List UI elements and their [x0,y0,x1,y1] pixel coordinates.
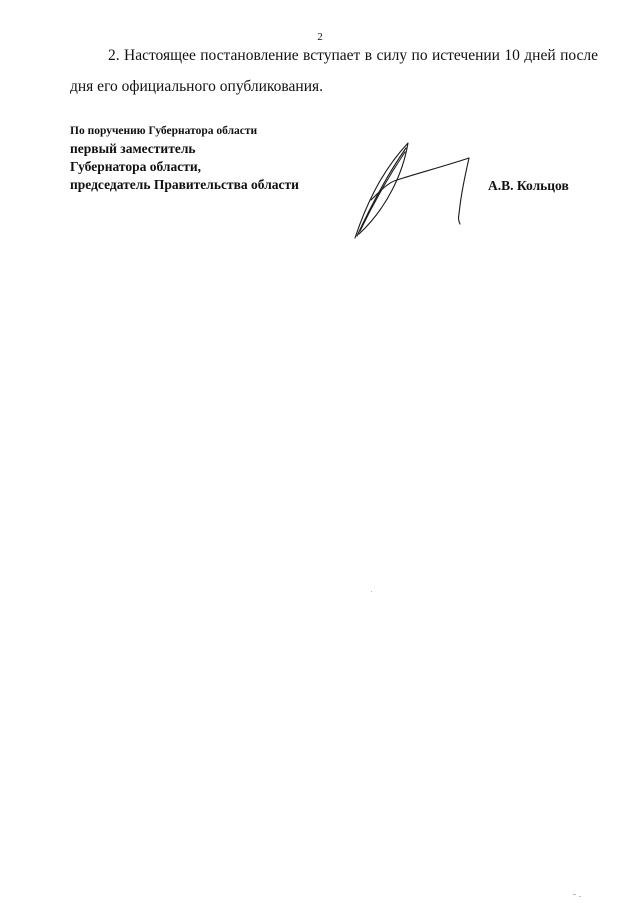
signature-instruction: По поручению Губернатора области [70,125,258,137]
signer-title-line-1: первый заместитель [70,141,196,156]
signer-title-line-3: председатель Правительства области [70,177,299,192]
signer-name: А.В. Кольцов [488,178,569,193]
paragraph-line-1: 2. Настоящее постановление вступает в силу по истечении 10 дней после [108,47,598,64]
scan-speck [573,894,576,895]
page-number: 2 [317,31,323,43]
body-paragraph [70,40,598,102]
paragraph-line-2: дня его официального опубликования. [70,78,324,95]
handwritten-signature-icon [345,138,485,248]
signature-block [70,124,299,194]
scan-speck [579,896,581,897]
scan-speck [371,591,372,592]
signer-title-line-2: Губернатора области, [70,159,201,174]
